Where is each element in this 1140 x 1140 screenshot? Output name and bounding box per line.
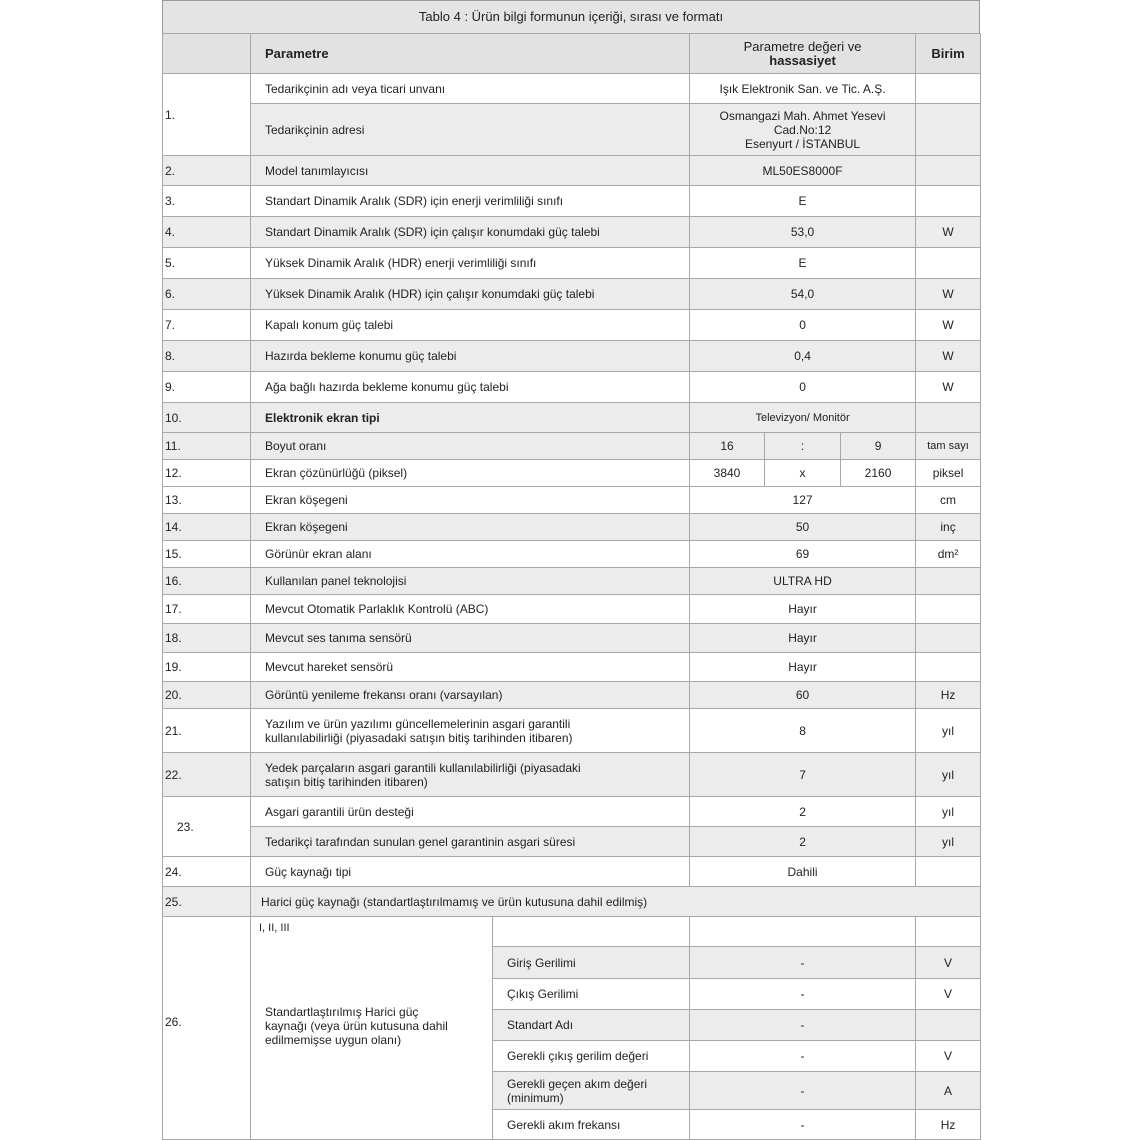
row-number: 21. — [163, 709, 251, 753]
sub-label — [493, 1010, 690, 1041]
table-row — [163, 827, 981, 857]
sub-label-line: Gerekli akım frekansı — [507, 1117, 621, 1132]
row-value: E — [690, 186, 916, 217]
table-row — [163, 887, 981, 917]
row-label: Tedarikçi tarafından sunulan genel garantinin asgari süresi — [251, 827, 690, 857]
row-value: 54,0 — [690, 279, 916, 310]
row-label: Mevcut Otomatik Parlaklık Kontrolü (ABC) — [251, 595, 690, 624]
sub-label-line: Çıkış Gerilimi — [507, 987, 579, 1001]
row-label: Elektronik ekran tipi — [251, 403, 690, 433]
row-value: ML50ES8000F — [690, 156, 916, 186]
table-row — [163, 248, 981, 279]
row-unit: yıl — [916, 797, 981, 827]
row-number: 2. — [163, 156, 251, 186]
sub-value: - — [690, 979, 916, 1010]
sub-label — [493, 917, 690, 947]
row-number: 10. — [163, 403, 251, 433]
row-label: Asgari garantili ürün desteği — [251, 797, 690, 827]
sub-label — [493, 979, 690, 1010]
header-row — [163, 34, 981, 74]
table-row — [163, 460, 981, 487]
table-row — [163, 217, 981, 248]
row-label: Ağa bağlı hazırda bekleme konumu güç talebi — [251, 372, 690, 403]
row-number: 3. — [163, 186, 251, 217]
row-number: 22. — [163, 753, 251, 797]
row-value: 0 — [690, 310, 916, 341]
row-label: Ekran köşegeni — [251, 514, 690, 541]
row-label: Boyut oranı — [251, 433, 690, 460]
row-value: Televizyon/ Monitör — [690, 403, 916, 433]
row-number: 4. — [163, 217, 251, 248]
row-value: Hayır — [690, 595, 916, 624]
table-row — [163, 753, 981, 797]
row-value: 0,4 — [690, 341, 916, 372]
row-value: 9 — [841, 433, 916, 460]
row-number: 7. — [163, 310, 251, 341]
row-value: 0 — [690, 372, 916, 403]
row-label: Kullanılan panel teknolojisi — [251, 568, 690, 595]
row-value: Hayır — [690, 624, 916, 653]
row-unit: W — [916, 310, 981, 341]
sub-value: - — [690, 1110, 916, 1140]
product-info-table — [162, 33, 981, 1140]
sub-label — [493, 1110, 690, 1140]
row-separator: x — [765, 460, 841, 487]
row-label — [251, 917, 493, 1140]
row-unit: W — [916, 279, 981, 310]
row-number: 9. — [163, 372, 251, 403]
sub-label-line: Standart Adı — [507, 1018, 574, 1032]
table-title: Tablo 4 : Ürün bilgi formunun içeriği, sırası ve formatı — [162, 0, 980, 33]
row-unit: Hz — [916, 682, 981, 709]
table-row — [163, 156, 981, 186]
row-number: 25. — [163, 887, 251, 917]
sub-value: - — [690, 1072, 916, 1110]
row-label: Güç kaynağı tipi — [251, 857, 690, 887]
row-unit — [916, 624, 981, 653]
row-value: 2160 — [841, 460, 916, 487]
row-unit — [916, 403, 981, 433]
row-number: 14. — [163, 514, 251, 541]
row-number: 24. — [163, 857, 251, 887]
table-row — [163, 487, 981, 514]
row-number: 16. — [163, 568, 251, 595]
row-label: Standart Dinamik Aralık (SDR) için enerji verimliliği sınıfı — [251, 186, 690, 217]
table-row — [163, 709, 981, 753]
roman-numerals: I, II, III — [259, 922, 290, 934]
row-value: ULTRA HD — [690, 568, 916, 595]
row-unit: inç — [916, 514, 981, 541]
row-value: 2 — [690, 797, 916, 827]
row-number: 20. — [163, 682, 251, 709]
row-label: Yüksek Dinamik Aralık (HDR) için çalışır konumdaki güç talebi — [251, 279, 690, 310]
row-label: Tedarikçinin adı veya ticari unvanı — [251, 74, 690, 104]
row-unit: W — [916, 341, 981, 372]
row-separator: : — [765, 433, 841, 460]
row-unit — [916, 186, 981, 217]
row-number: 1. — [163, 74, 251, 156]
sub-value: - — [690, 947, 916, 979]
header-value: Parametre değeri ve hassasiyet — [690, 34, 916, 74]
sub-label-line: Gerekli geçen akım değeri — [507, 1076, 648, 1091]
sub-unit — [916, 917, 981, 947]
row-label: Kapalı konum güç talebi — [251, 310, 690, 341]
row-number: 12. — [163, 460, 251, 487]
table-row — [163, 403, 981, 433]
row-unit: W — [916, 372, 981, 403]
row-number: 17. — [163, 595, 251, 624]
row-label: Yüksek Dinamik Aralık (HDR) enerji verimliliği sınıfı — [251, 248, 690, 279]
row-label: Görünür ekran alanı — [251, 541, 690, 568]
row-value: 53,0 — [690, 217, 916, 248]
table-row — [163, 186, 981, 217]
sub-label — [493, 1041, 690, 1072]
row-label: Mevcut hareket sensörü — [251, 653, 690, 682]
row-unit — [916, 857, 981, 887]
sub-unit: A — [916, 1072, 981, 1110]
table-row — [163, 433, 981, 460]
row-label-line: kaynağı (veya ürün kutusuna dahil — [265, 1019, 448, 1033]
row-label: Görüntü yenileme frekansı oranı (varsayılan) — [251, 682, 690, 709]
row-unit: yıl — [916, 709, 981, 753]
table-row — [163, 341, 981, 372]
sub-unit: V — [916, 979, 981, 1010]
row-value: Hayır — [690, 653, 916, 682]
table-row — [163, 104, 981, 156]
row-unit — [916, 156, 981, 186]
row-unit: yıl — [916, 827, 981, 857]
row-label: Harici güç kaynağı (standartlaştırılmamış ve ürün kutusuna dahil edilmiş) — [251, 887, 981, 917]
table-row — [163, 595, 981, 624]
row-label: Hazırda bekleme konumu güç talebi — [251, 341, 690, 372]
row-number: 13. — [163, 487, 251, 514]
row-unit: W — [916, 217, 981, 248]
row-unit: yıl — [916, 753, 981, 797]
sub-label-line: (minimum) — [507, 1090, 564, 1105]
row-value: 7 — [690, 753, 916, 797]
sub-label — [493, 947, 690, 979]
row-label-line: edilmemişse uygun olanı) — [265, 1033, 402, 1047]
table-row — [163, 568, 981, 595]
row-number: 8. — [163, 341, 251, 372]
sub-unit — [916, 1010, 981, 1041]
table-row — [163, 514, 981, 541]
sub-unit: V — [916, 1041, 981, 1072]
row-number: 18. — [163, 624, 251, 653]
sub-label-line: Giriş Gerilimi — [507, 955, 576, 970]
row-value: 127 — [690, 487, 916, 514]
table-row — [163, 624, 981, 653]
row-value: Işık Elektronik San. ve Tic. A.Ş. — [690, 74, 916, 104]
row-number: 11. — [163, 433, 251, 460]
row-label: Mevcut ses tanıma sensörü — [251, 624, 690, 653]
row-unit — [916, 568, 981, 595]
table-row — [163, 310, 981, 341]
table-row — [163, 857, 981, 887]
row-label-line: Standartlaştırılmış Harici güç — [265, 1005, 419, 1019]
row-value: 60 — [690, 682, 916, 709]
row-value: 3840 — [690, 460, 765, 487]
row-label: Yazılım ve ürün yazılımı güncellemelerinin asgari garantili kullanılabilirliği (piyasadaki satışın bitiş tarihinden itibaren) — [251, 709, 690, 753]
sub-unit: V — [916, 947, 981, 979]
row-value: 69 — [690, 541, 916, 568]
sub-label — [493, 1072, 690, 1110]
header-param: Parametre — [251, 34, 690, 74]
row-number: 26. — [163, 917, 251, 1140]
row-unit — [916, 595, 981, 624]
sub-unit: Hz — [916, 1110, 981, 1140]
row-label: Tedarikçinin adresi — [251, 104, 690, 156]
table-row — [163, 917, 981, 947]
header-no — [163, 34, 251, 74]
sub-value — [690, 917, 916, 947]
row-number: 5. — [163, 248, 251, 279]
row-number: 19. — [163, 653, 251, 682]
table-row — [163, 653, 981, 682]
table-row — [163, 797, 981, 827]
row-label: Model tanımlayıcısı — [251, 156, 690, 186]
row-unit: cm — [916, 487, 981, 514]
row-label: Standart Dinamik Aralık (SDR) için çalışır konumdaki güç talebi — [251, 217, 690, 248]
row-value: 50 — [690, 514, 916, 541]
row-unit: tam sayı — [916, 433, 981, 460]
row-number: 6. — [163, 279, 251, 310]
row-unit: dm² — [916, 541, 981, 568]
sub-value: - — [690, 1041, 916, 1072]
table-row — [163, 372, 981, 403]
row-value: Osmangazi Mah. Ahmet Yesevi Cad.No:12 Esenyurt / İSTANBUL — [690, 104, 916, 156]
row-label: Ekran köşegeni — [251, 487, 690, 514]
row-number: 15. — [163, 541, 251, 568]
table-row — [163, 279, 981, 310]
sub-label-line: Gerekli çıkış gerilim değeri — [507, 1049, 649, 1063]
table-row — [163, 74, 981, 104]
row-unit: piksel — [916, 460, 981, 487]
row-label: Ekran çözünürlüğü (piksel) — [251, 460, 690, 487]
header-unit: Birim — [916, 34, 981, 74]
row-value: E — [690, 248, 916, 279]
row-value: 8 — [690, 709, 916, 753]
product-info-sheet — [162, 0, 980, 1140]
row-value: Dahili — [690, 857, 916, 887]
sub-value: - — [690, 1010, 916, 1041]
row-unit — [916, 248, 981, 279]
row-value: 2 — [690, 827, 916, 857]
table-row — [163, 682, 981, 709]
row-label: Yedek parçaların asgari garantili kullanılabilirliği (piyasadaki satışın bitiş tarihinden itibaren) — [251, 753, 690, 797]
row-unit — [916, 653, 981, 682]
row-number: 23. — [163, 797, 251, 857]
table-row — [163, 541, 981, 568]
row-value: 16 — [690, 433, 765, 460]
